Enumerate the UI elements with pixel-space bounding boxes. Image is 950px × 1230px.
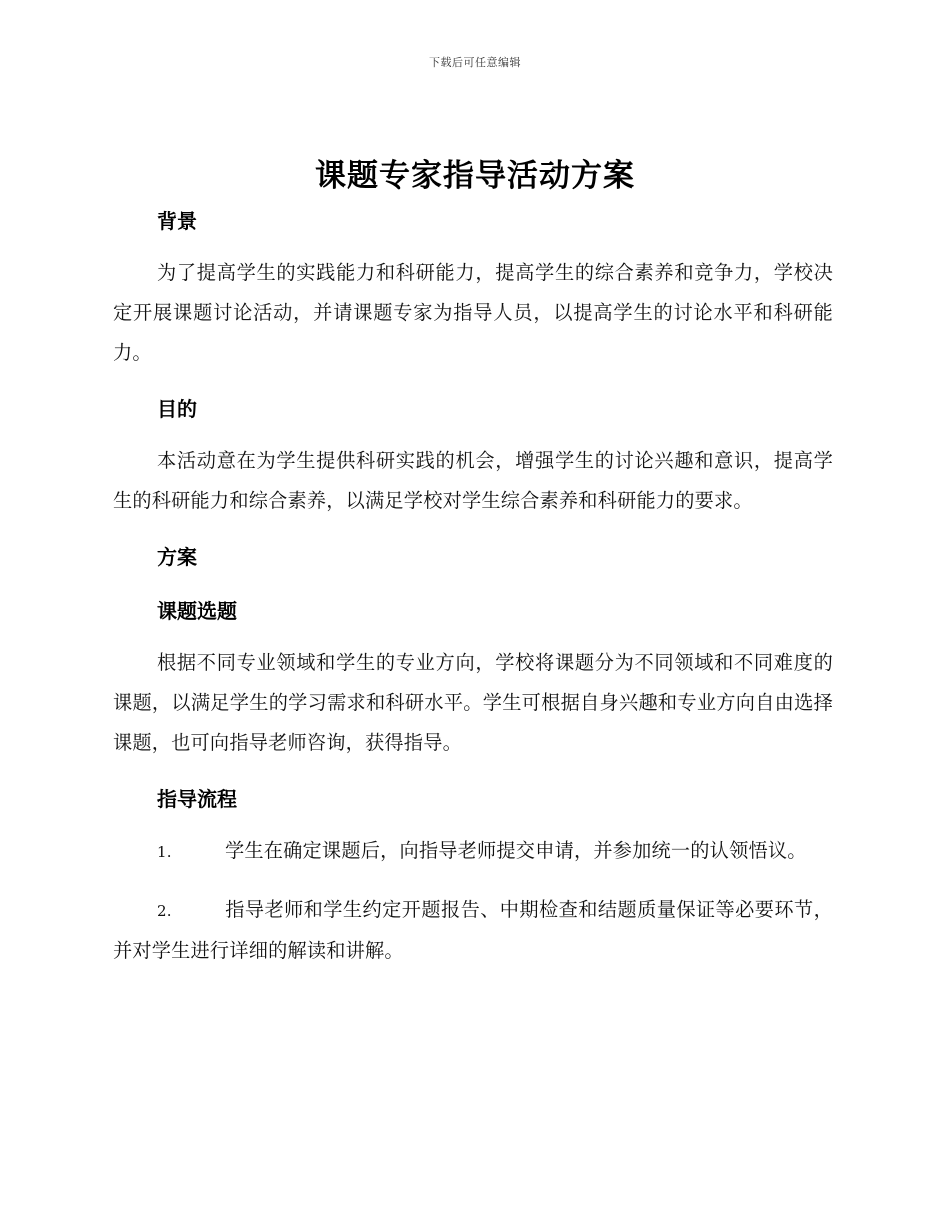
paragraph-purpose: 本活动意在为学生提供科研实践的机会，增强学生的讨论兴趣和意识，提高学生的科研能力和综合素养，以满足学校对学生综合素养和科研能力的要求。: [113, 449, 833, 512]
list-item-text: 学生在确定课题后，向指导老师提交申请，并参加统一的认领悟议。: [225, 839, 807, 862]
list-item-number: 1.: [157, 843, 172, 861]
section-heading-guidance-process: 指导流程: [157, 787, 237, 811]
list-item: [113, 831, 833, 872]
document-title: 课题专家指导活动方案: [315, 158, 635, 194]
list-item-text: 指导老师和学生约定开题报告、中期检查和结题质量保证等必要环节，并对学生进行详细的解读和讲解。: [113, 898, 833, 962]
section-heading-topic-selection: 课题选题: [157, 599, 237, 623]
list-item: [113, 890, 833, 971]
page-header-note: 下载后可任意编辑: [429, 56, 521, 69]
section-heading-plan: 方案: [157, 545, 197, 569]
list-item-number: 2.: [157, 902, 172, 920]
document-body: [113, 203, 833, 971]
paragraph-background: 为了提高学生的实践能力和科研能力，提高学生的综合素养和竞争力，学校决定开展课题讨论活动，并请课题专家为指导人员，以提高学生的讨论水平和科研能力。: [113, 261, 833, 364]
section-heading-purpose: 目的: [157, 397, 197, 421]
section-heading-background: 背景: [157, 209, 197, 233]
paragraph-topic-selection: 根据不同专业领域和学生的专业方向，学校将课题分为不同领域和不同难度的课题，以满足学生的学习需求和科研水平。学生可根据自身兴趣和专业方向自由选择课题，也可向指导老师咨询，获得指导。: [113, 651, 833, 754]
